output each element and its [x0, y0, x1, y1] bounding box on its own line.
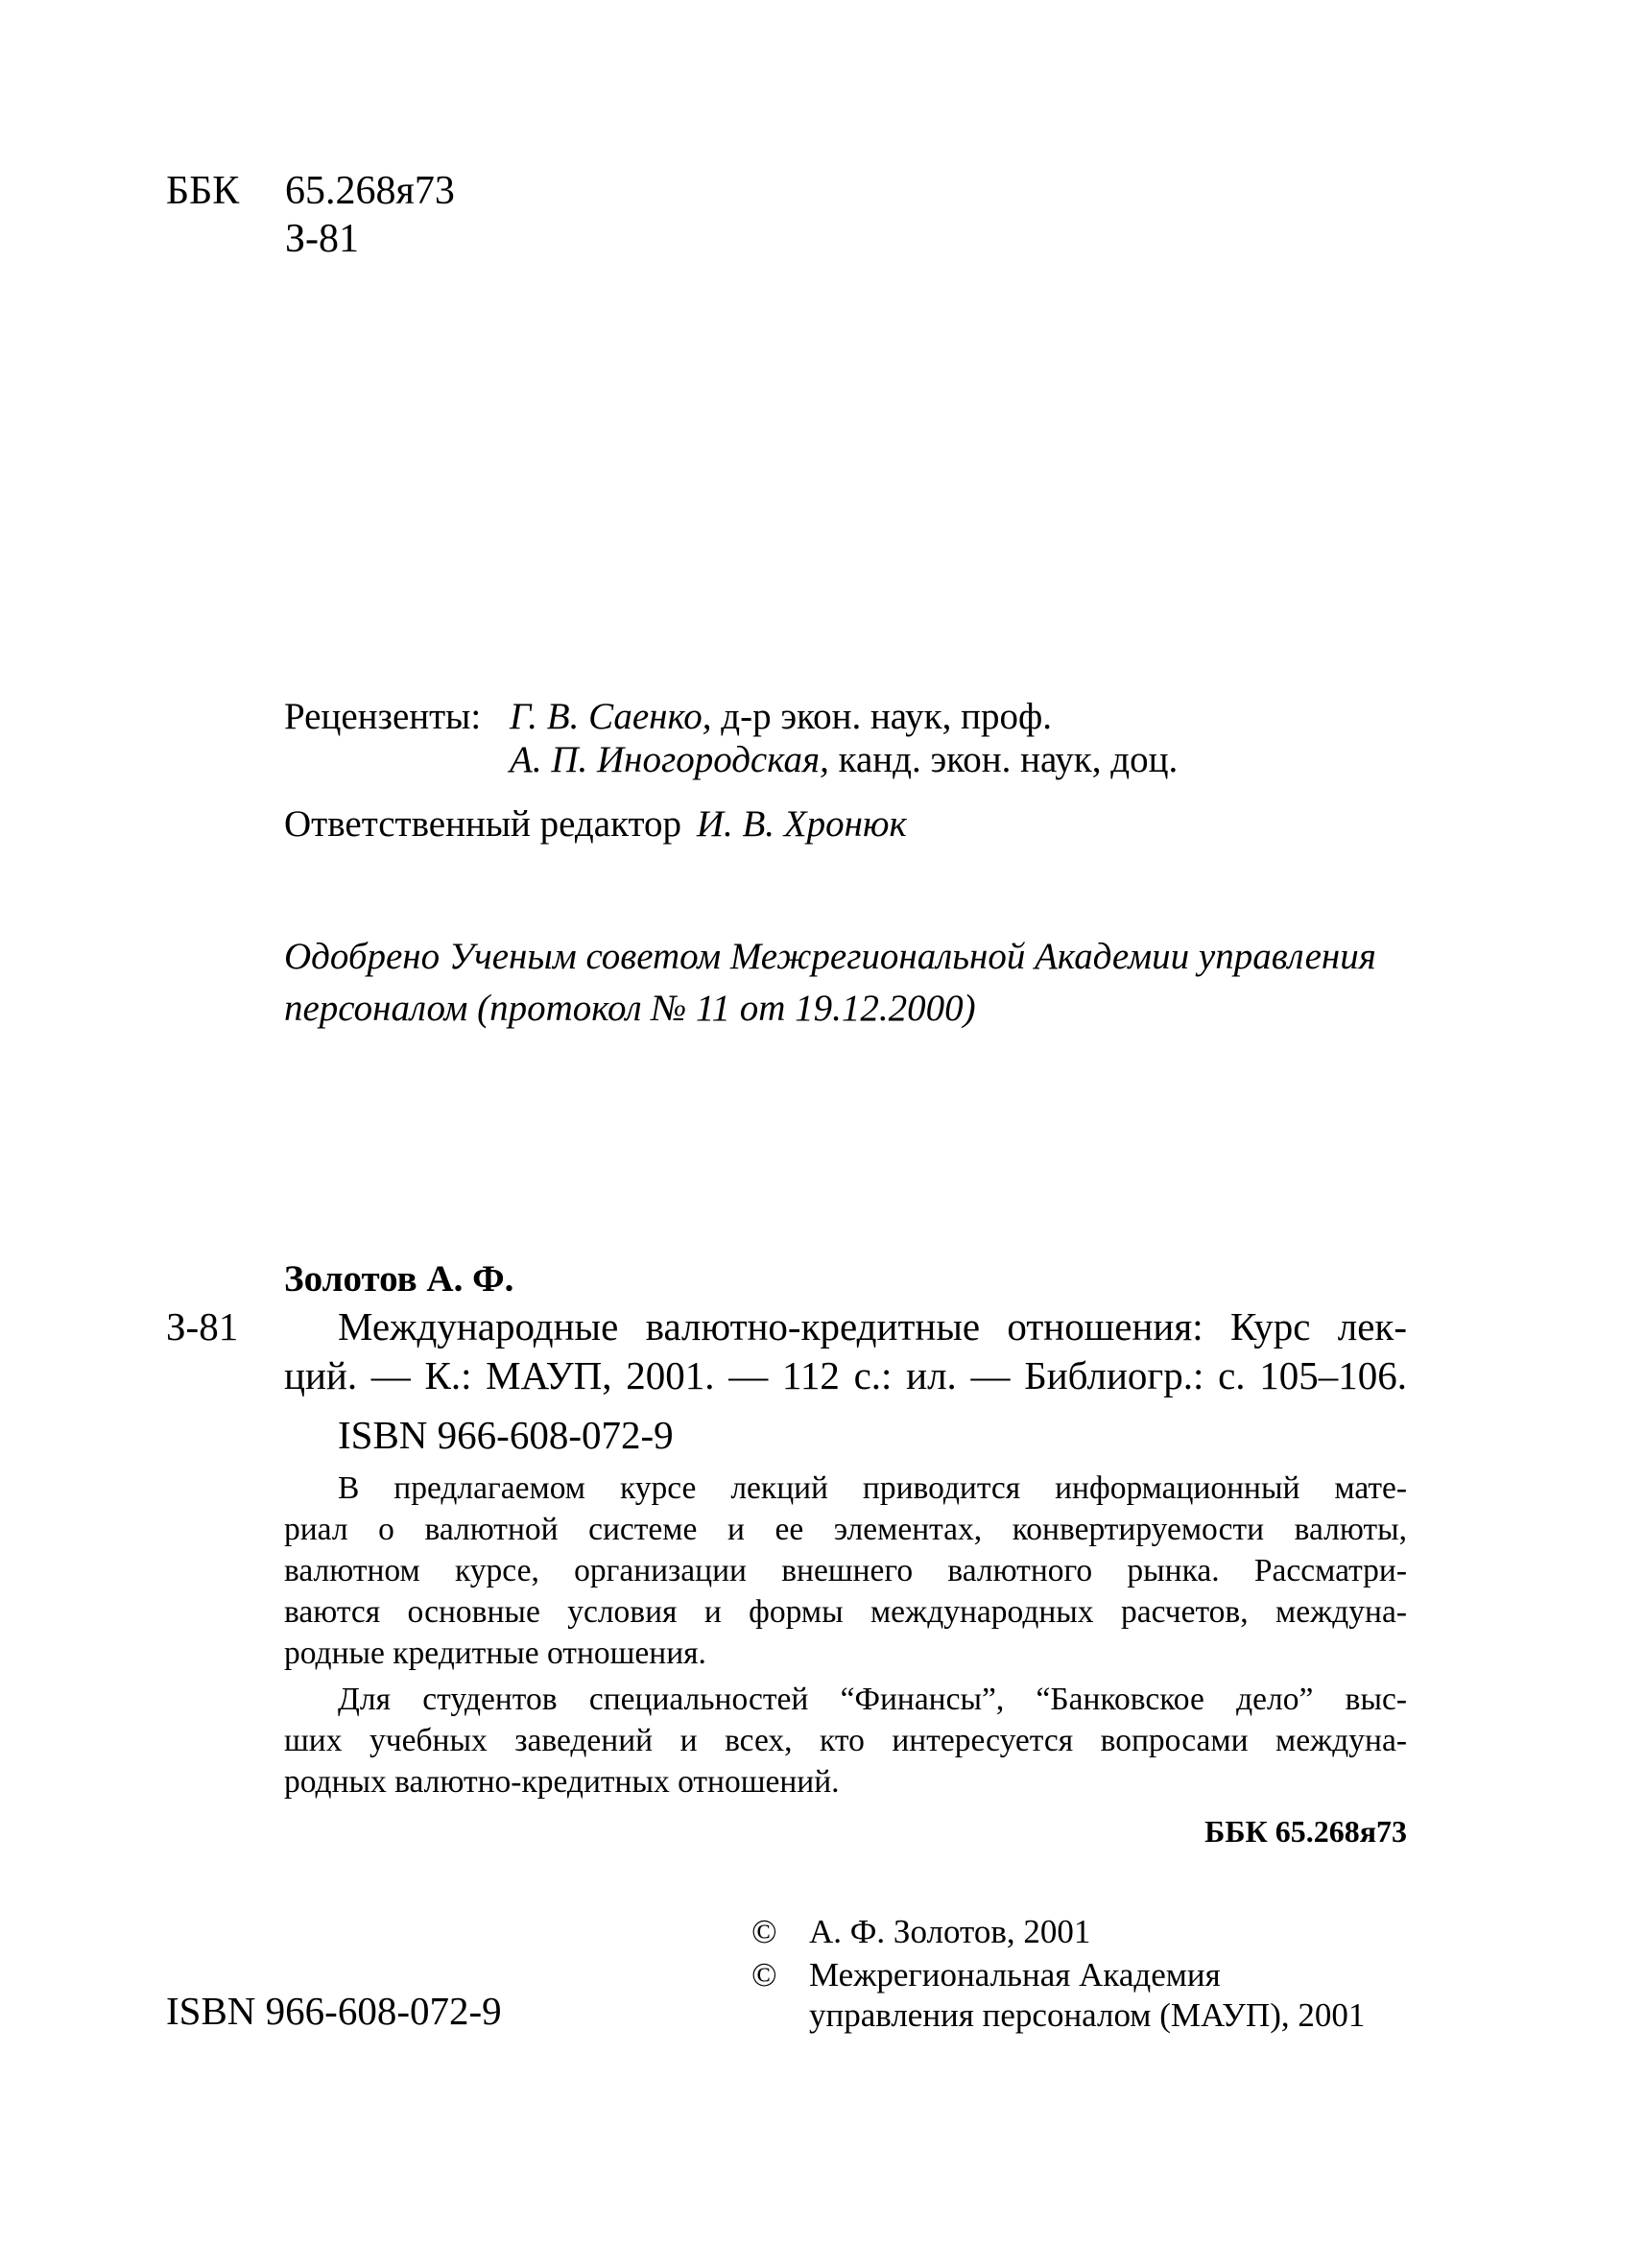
bbk-code: 65.268я73 [285, 169, 455, 213]
annotation [284, 1470, 1407, 1800]
approval-note [284, 931, 1376, 1035]
copyright-author: А. Ф. Золотов, 2001 [809, 1913, 1091, 1950]
bbk-label: ББК [166, 169, 240, 213]
bbk-bottom: ББК 65.268я73 [1204, 1814, 1407, 1849]
copyright-icon: © [751, 1913, 777, 1950]
reviewer-2 [510, 741, 1178, 778]
copyright-icon: © [751, 1956, 777, 1993]
reviewer-2-title: канд. экон. наук, доц. [838, 739, 1179, 780]
annotation-line: родных валютно-кредитных отношений. [284, 1764, 840, 1800]
editor-label: Ответственный редактор [284, 803, 682, 845]
biblio-title-line-1: Международные валютно-кредитные отношения: Курс лек- [338, 1304, 1407, 1349]
copyright-publisher-line-1: Межрегиональная Академия [809, 1956, 1221, 1993]
annotation-line: валютном курсе, организации внешнего валютного рынка. Рассматри- [284, 1553, 1407, 1588]
reviewer-1-name: Г. В. Саенко, [510, 696, 712, 737]
biblio-title-line-2: ций. — К.: МАУП, 2001. — 112 с.: ил. — Библиогр.: с. 105–106. [284, 1353, 1407, 1397]
editor-name: И. В. Хронюк [696, 803, 907, 845]
reviewer-2-name: А. П. Иногородская, [510, 739, 829, 780]
annotation-line: ваются основные условия и формы международных расчетов, междуна- [284, 1594, 1407, 1630]
author-mark: З-81 [285, 217, 360, 261]
annotation-line: В предлагаемом курсе лекций приводится информационный мате- [338, 1470, 1407, 1506]
approval-line-2: персоналом (протокол № 11 от 19.12.2000) [284, 988, 976, 1029]
biblio-isbn: ISBN 966-608-072-9 [338, 1413, 674, 1457]
biblio-mark: З-81 [166, 1304, 239, 1349]
annotation-line: риал о валютной системе и ее элементах, конвертируемости валюты, [284, 1512, 1407, 1547]
reviewer-1 [510, 698, 1052, 735]
annotation-line: ших учебных заведений и всех, кто интересуется вопросами междуна- [284, 1723, 1407, 1758]
copyright-publisher-line-2: управления персоналом (МАУП), 2001 [809, 1996, 1366, 2034]
footer-isbn: ISBN 966-608-072-9 [166, 1989, 502, 2033]
annotation-line: Для студентов специальностей “Финансы”, “Банковское дело” выс- [338, 1682, 1407, 1717]
approval-line-1: Одобрено Ученым советом Межрегиональной Академии управления [284, 936, 1376, 977]
reviewer-1-title: д-р экон. наук, проф. [721, 696, 1052, 737]
reviewers-label: Рецензенты: [284, 696, 482, 737]
editor [284, 805, 907, 843]
biblio-author: Золотов А. Ф. [284, 1258, 514, 1300]
annotation-line: родные кредитные отношения. [284, 1635, 706, 1671]
